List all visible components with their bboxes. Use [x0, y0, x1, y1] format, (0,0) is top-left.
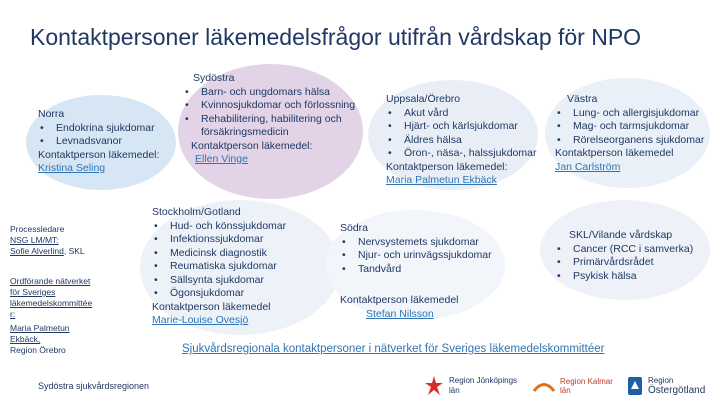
uppsala-region: [386, 93, 546, 188]
sydostra-heading: Sydöstra: [193, 72, 235, 84]
vastra-contact-label: Kontaktperson läkemedel: [555, 147, 674, 159]
sodra-region: [340, 222, 510, 321]
stockholm-region: [152, 206, 332, 328]
norra-region: [38, 108, 178, 176]
chair-block: [10, 276, 135, 356]
vastra-region: [555, 93, 715, 174]
sydostra-item: • Barn- och ungdomars hälsa: [183, 86, 358, 100]
skl-item: • Cancer (RCC i samverka): [555, 243, 715, 257]
process-lead-suffix: , SKL: [63, 246, 85, 256]
sodra-contact-label: Kontaktperson läkemedel: [340, 294, 459, 306]
uppsala-item: • Akut vård: [386, 107, 546, 121]
uppsala-item: • Öron-, näsa-, halssjukdomar: [386, 147, 546, 161]
vastra-item: • Rörelseorganens sjukdomar: [555, 134, 715, 148]
norra-contact-link[interactable]: Kristina Seling: [38, 162, 106, 174]
process-lead-label: Processledare: [10, 224, 65, 234]
vastra-item: • Mag- och tarmsjukdomar: [555, 120, 715, 134]
stockholm-item: • Reumatiska sjukdomar: [152, 260, 332, 274]
vastra-heading: Västra: [567, 93, 598, 105]
regional-contacts-link[interactable]: Sjukvårdsregionala kontaktpersoner i nätverket för Sveriges läkemedelskommittéer: [182, 343, 605, 355]
uppsala-heading: Uppsala/Örebro: [386, 93, 461, 105]
stockholm-item: • Infektionssjukdomar: [152, 233, 332, 247]
stockholm-item: • Medicinsk diagnostik: [152, 247, 332, 261]
vastra-contact-link[interactable]: Jan Carlström: [555, 160, 621, 173]
uppsala-contact-label: Kontaktperson läkemedel:: [386, 160, 508, 173]
chair-org: Region Örebro: [10, 345, 66, 355]
logo-ostergotland: [626, 370, 705, 402]
kalmar-logo-icon: [532, 376, 556, 396]
logo-kalmar: [532, 370, 620, 402]
jonkoping-logo-text: Region Jönköpings län: [449, 376, 518, 395]
logo-jonkoping: [423, 370, 519, 402]
skl-heading: SKL/Vilande vårdskap: [569, 229, 673, 241]
jonkoping-logo-icon: [423, 374, 445, 398]
sydostra-item: • Kvinnosjukdomar och förlossning: [183, 99, 358, 113]
chair-label-4[interactable]: r:: [10, 309, 16, 319]
uppsala-item: • Hjärt- och kärlsjukdomar: [386, 120, 546, 134]
stockholm-item: • Sällsynta sjukdomar: [152, 274, 332, 288]
process-lead-name[interactable]: Sofie Alverlind: [10, 246, 64, 256]
process-lead-org[interactable]: NSG LM/MT:: [10, 235, 59, 245]
skl-item: • Primärvårdsrådet: [555, 256, 715, 270]
sydostra-item: • Rehabilitering, habilitering och försäkringsmedicin: [183, 113, 358, 140]
sydostra-region: [183, 72, 358, 167]
uppsala-contact-link[interactable]: Maria Palmetun Ekbäck: [386, 174, 497, 186]
uppsala-item: • Äldres hälsa: [386, 134, 546, 148]
stockholm-contact-label: Kontaktperson läkemedel: [152, 300, 271, 313]
norra-contact-label: Kontaktperson läkemedel:: [38, 148, 160, 161]
chair-name-1[interactable]: Maria Palmetun: [10, 323, 70, 333]
vastra-item: • Lung- och allergisjukdomar: [555, 107, 715, 121]
skl-item: • Psykisk hälsa: [555, 270, 715, 284]
norra-item: • Levnadsvanor: [38, 135, 178, 149]
chair-label-3[interactable]: läkemedelskommittée: [10, 298, 93, 308]
stockholm-item: • Ögonsjukdomar: [152, 287, 332, 301]
page-title: Kontaktpersoner läkemedelsfrågor utifrån vårdskap för NPO: [30, 24, 642, 50]
kalmar-logo-text: Region Kalmar län: [560, 377, 613, 395]
stockholm-item: • Hud- och könssjukdomar: [152, 220, 332, 234]
sodra-item: • Tandvård: [340, 263, 510, 277]
sydost-footer-text: Sydöstra sjukvårdsregionen: [38, 381, 150, 391]
chair-label-1[interactable]: Ordförande nätverket: [10, 276, 91, 286]
ostergotland-logo-text-2: Östergötland: [648, 385, 706, 396]
norra-item: • Endokrina sjukdomar: [38, 122, 178, 136]
sodra-contact-link[interactable]: Stefan Nilsson: [366, 307, 434, 320]
ostergotland-logo-text-1: Region: [648, 376, 674, 385]
stockholm-contact-link[interactable]: Marie-Louise Ovesjö: [152, 314, 249, 326]
sodra-heading: Södra: [340, 222, 369, 234]
ostergotland-logo-icon: [626, 375, 644, 397]
skl-region: [555, 229, 715, 283]
process-lead-block: [10, 224, 135, 257]
sodra-item: • Njur- och urinvägssjukdomar: [340, 249, 510, 263]
sydostra-contact-link[interactable]: Ellen Vinge: [195, 153, 248, 165]
chair-name-2[interactable]: Ekbäck,: [10, 334, 41, 344]
norra-heading: Norra: [38, 108, 65, 120]
sydostra-contact-label: Kontaktperson läkemedel:: [191, 139, 313, 152]
chair-label-2[interactable]: för Sveriges: [10, 287, 56, 297]
stockholm-heading: Stockholm/Gotland: [152, 206, 241, 218]
sodra-item: • Nervsystemets sjukdomar: [340, 236, 510, 250]
